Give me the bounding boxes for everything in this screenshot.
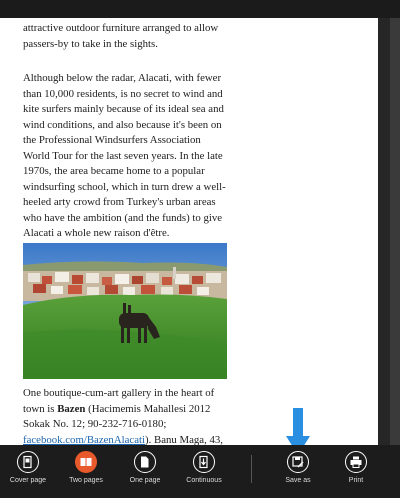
document-page[interactable]	[0, 18, 378, 445]
paragraph-3-address: (Hacimemis Mahallesi 2012 Sokak No. 12; 90-232-716-0180;	[23, 402, 211, 430]
one-page-icon	[134, 451, 156, 473]
one-page-label: One page	[129, 477, 161, 484]
print-button[interactable]	[326, 451, 386, 495]
two-pages-button[interactable]	[56, 451, 116, 495]
article-paragraph-2: Although below the radar, Alacati, with fewer than 10,000 residents, is no secret to wind and kite surfers mainly because of its ideal sea and wind conditions, and also because it's been on the Professional Windsurfers Association World Tour for the last seven years. In the late 1970s, the area became home to a popular windsurfing school, which in turn drew a well-heeled arty crowd from Turkey's urban areas who have the ambition (and the funds) to give Alacati a whole new raison d'être.	[23, 72, 226, 239]
top-bar	[0, 0, 400, 18]
paragraph-3-rest: ). Banu Maga, 43,	[145, 433, 223, 446]
continuous-button[interactable]	[174, 451, 234, 495]
two-pages-label: Two pages	[69, 477, 103, 484]
app-bar-separator	[251, 455, 252, 483]
save-as-button[interactable]	[268, 451, 328, 495]
cover-page-icon	[17, 451, 39, 473]
two-pages-icon	[75, 451, 97, 473]
article-photo-alacati-donkey	[23, 243, 227, 379]
print-label: Print	[348, 477, 364, 484]
facebook-link[interactable]: facebook.com/BazenAlacati	[23, 433, 146, 446]
photo-illustration	[23, 243, 227, 379]
paragraph-3-intro: One boutique-cum-art gallery in the heart of town is	[23, 387, 215, 415]
shop-name-bazen: Bazen	[57, 402, 86, 415]
vertical-scroll-thumb[interactable]	[390, 18, 400, 445]
continuous-icon	[193, 451, 215, 473]
app-bar	[0, 445, 400, 498]
article-paragraph-1: attractive outdoor furniture arranged to allow passers-by to take in the sights.	[23, 22, 219, 50]
cover-page-button[interactable]	[0, 451, 58, 495]
continuous-label: Continuous	[186, 477, 222, 484]
print-icon	[345, 451, 367, 473]
cover-page-label: Cover page	[9, 477, 47, 484]
one-page-button[interactable]	[115, 451, 175, 495]
save-as-label: Save as	[285, 477, 311, 484]
save-as-icon	[287, 451, 309, 473]
